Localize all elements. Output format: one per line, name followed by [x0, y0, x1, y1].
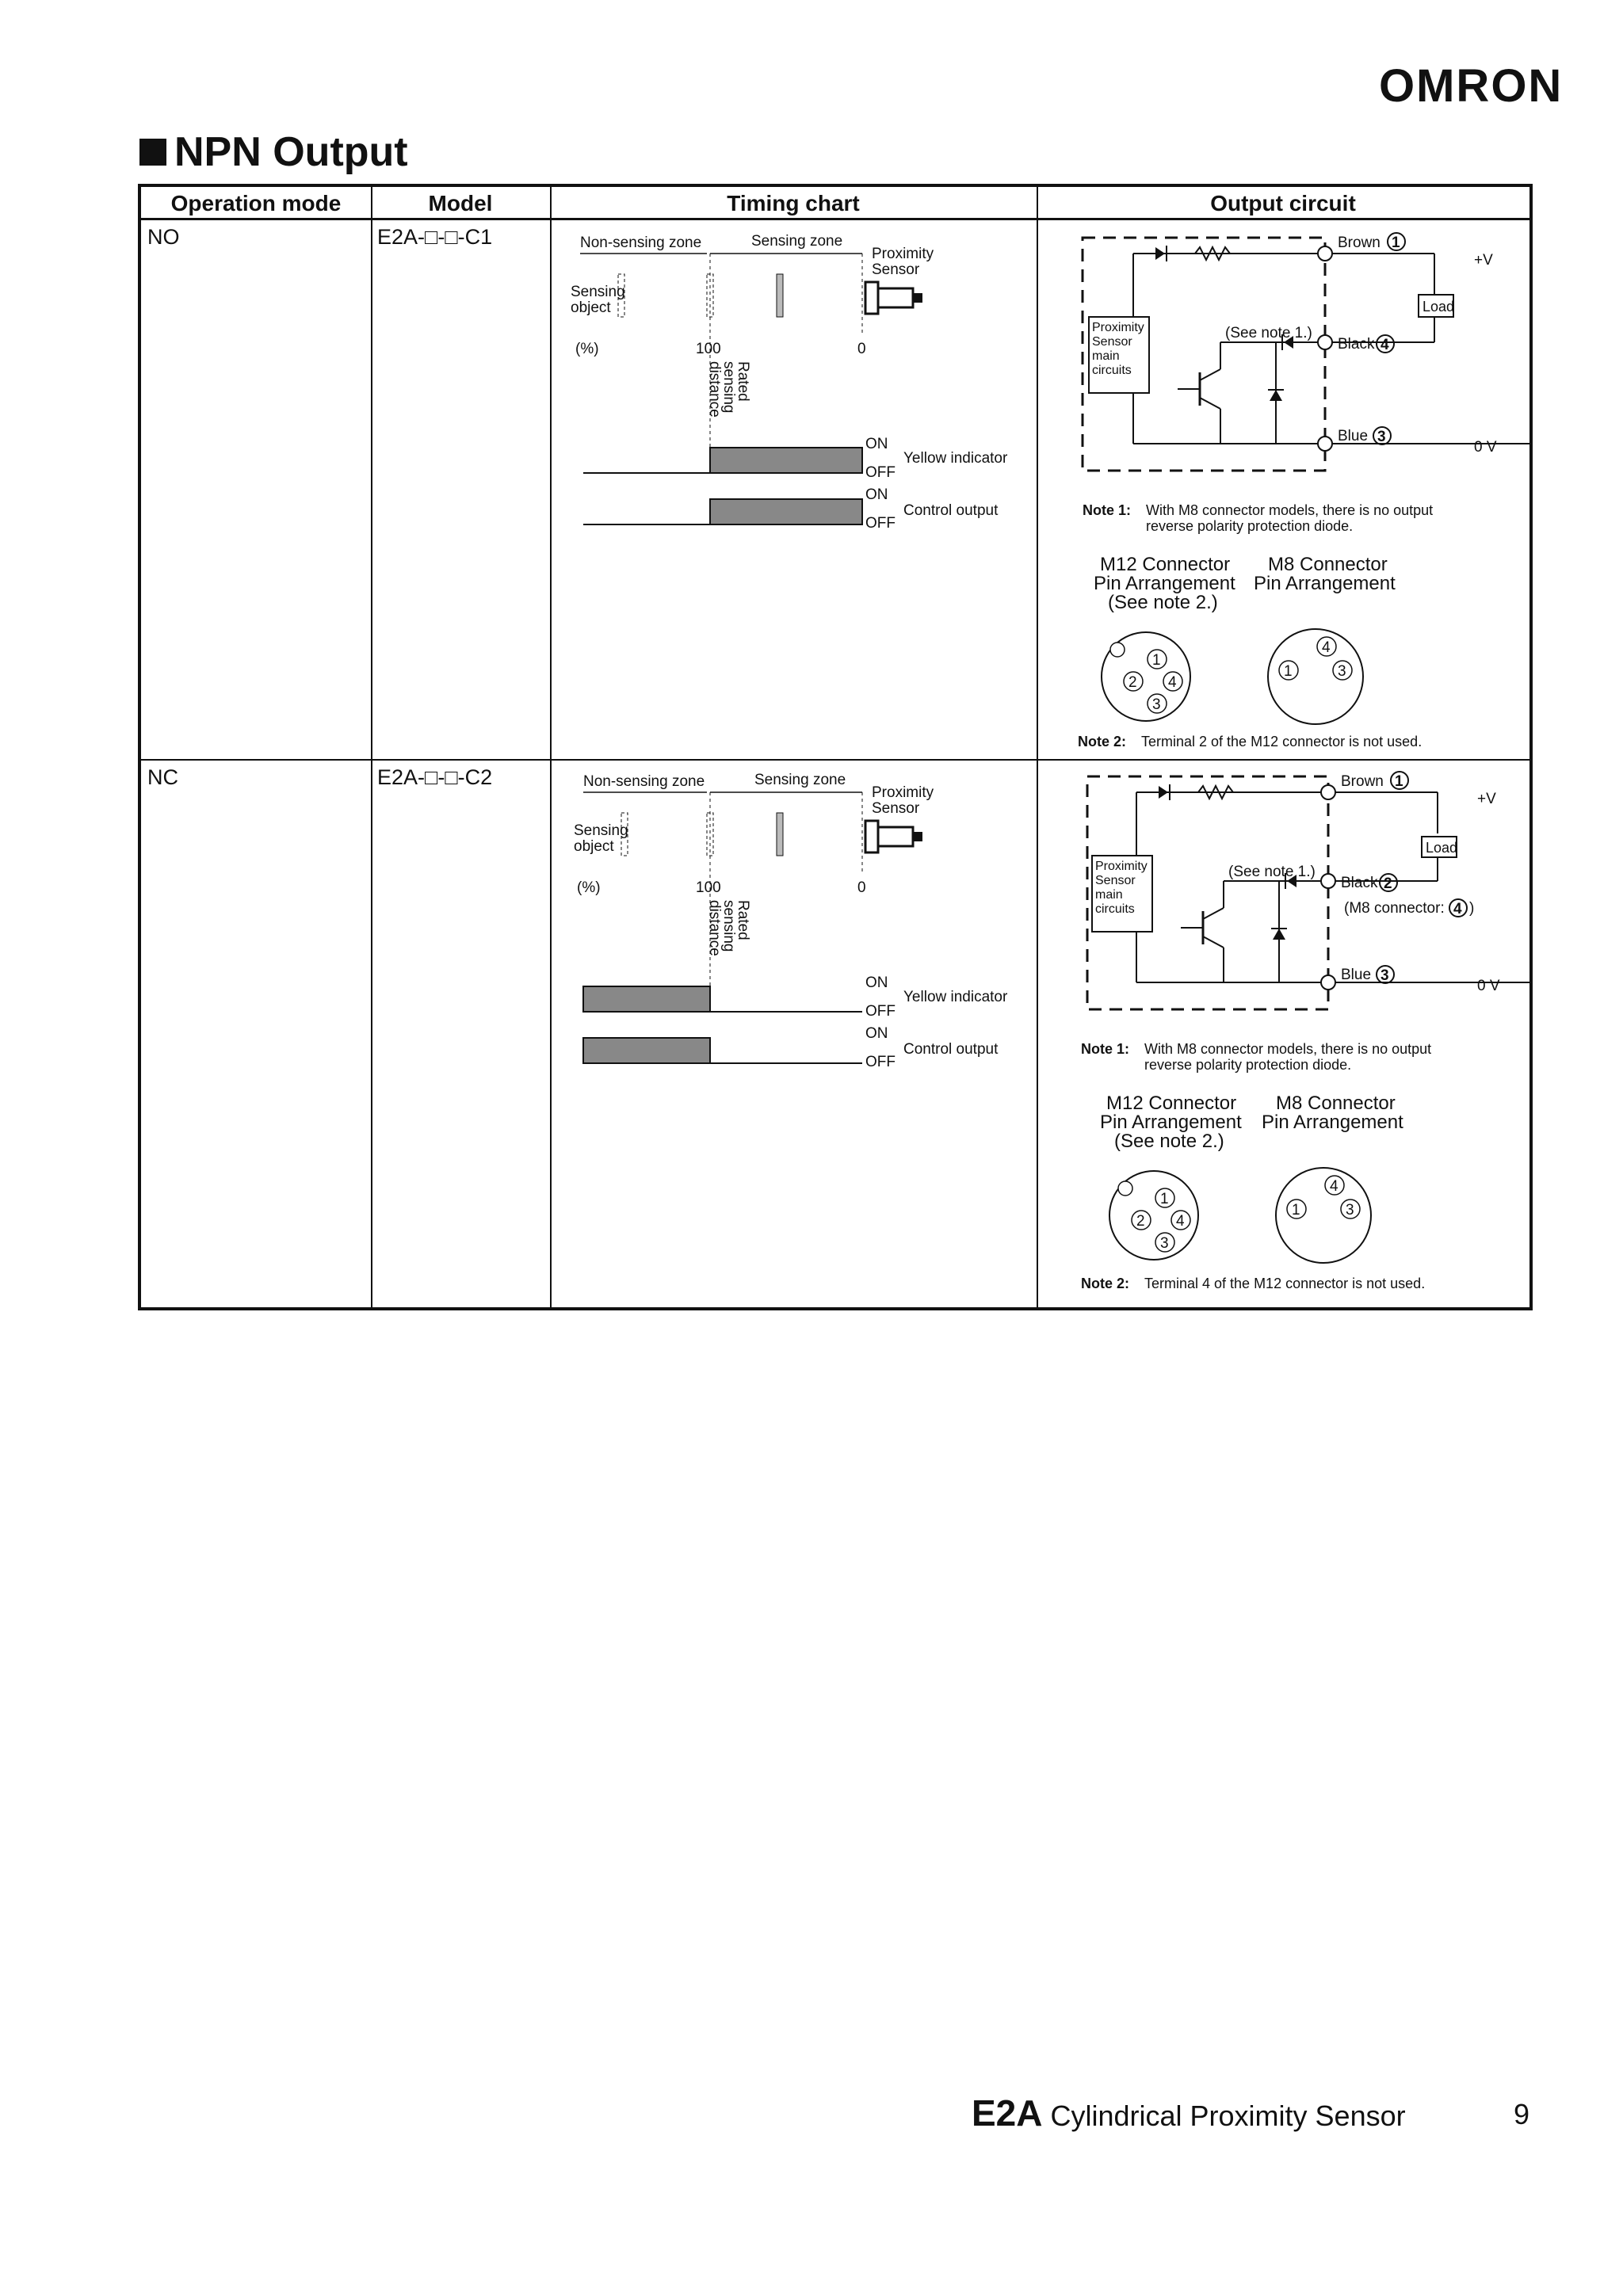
control-output-on-pulse [710, 499, 862, 524]
see-note-label: (See note 1.) [1228, 864, 1316, 880]
value-100-label: 100 [696, 879, 721, 896]
percent-label: (%) [575, 341, 599, 357]
row-no-mode: NO [147, 225, 180, 249]
sensor-label: Sensor [872, 800, 920, 817]
footer-subtitle: Cylindrical Proximity Sensor [1050, 2100, 1406, 2132]
header-output-circuit: Output circuit [1037, 187, 1529, 220]
proximity-sensor-icon [865, 282, 878, 314]
rated-sensing-distance-label [706, 361, 751, 418]
note1-label: Note 1: [1081, 1041, 1130, 1057]
control-output-on-pulse [583, 1038, 710, 1063]
output-circuit-nc [1038, 761, 1529, 1307]
page-number: 9 [1514, 2098, 1530, 2130]
timing-chart-nc [552, 761, 1035, 1307]
svg-text:main: main [1092, 349, 1120, 363]
on-label: ON [865, 486, 888, 503]
svg-text:distance: distance [706, 361, 723, 418]
brown-wire-label: Brown [1338, 235, 1381, 251]
sensor-label: Sensor [872, 261, 920, 278]
output-circuit-no [1038, 222, 1529, 757]
non-sensing-zone-label: Non-sensing zone [583, 773, 705, 790]
svg-text:): ) [1469, 900, 1475, 917]
sensing-zone-label: Sensing zone [751, 233, 843, 250]
object-near-icon [777, 813, 783, 856]
plus-v-label: +V [1474, 252, 1493, 269]
note1-text: With M8 connector models, there is no output [1146, 502, 1434, 518]
svg-text:2: 2 [1128, 674, 1137, 691]
svg-text:Rated: Rated [735, 361, 751, 402]
header-timing-chart: Timing chart [550, 187, 1037, 220]
row-no-model: E2A-□-□-C1 [377, 225, 493, 249]
m8-title-2: Pin Arrangement [1262, 1112, 1403, 1133]
yellow-indicator-label: Yellow indicator [903, 450, 1008, 467]
m8-title: M8 Connector [1268, 554, 1388, 575]
svg-text:distance: distance [706, 900, 723, 956]
svg-text:3: 3 [1377, 429, 1386, 445]
m12-title: M12 Connector [1100, 554, 1231, 575]
svg-text:1: 1 [1152, 652, 1161, 669]
black-wire-label: Black [1338, 336, 1375, 353]
column-divider [371, 187, 372, 1307]
percent-label: (%) [577, 879, 601, 896]
svg-text:Proximity: Proximity [1095, 860, 1148, 873]
m8-connector-note: (M8 connector: [1344, 900, 1445, 917]
see-note-label: (See note 1.) [1225, 325, 1312, 341]
svg-text:Rated: Rated [735, 900, 751, 940]
zero-v-label: 0 V [1474, 439, 1497, 456]
m8-connector-icon [1276, 1168, 1371, 1263]
svg-text:Sensor: Sensor [1095, 874, 1136, 887]
svg-text:4: 4 [1168, 674, 1177, 691]
object-near-icon [777, 274, 783, 317]
sensing-zone-label: Sensing zone [754, 772, 846, 788]
terminal-icon [1321, 785, 1335, 799]
svg-text:4: 4 [1322, 639, 1331, 656]
row-nc-model: E2A-□-□-C2 [377, 765, 493, 789]
row-nc-mode: NC [147, 765, 178, 789]
svg-text:main: main [1095, 888, 1123, 902]
section-title [139, 127, 408, 177]
m12-title: M12 Connector [1106, 1093, 1237, 1114]
on-label: ON [865, 974, 888, 991]
circuit-diagram [1078, 233, 1529, 749]
zener-diode-icon [1273, 929, 1285, 940]
svg-text:1: 1 [1395, 773, 1403, 790]
zero-v-label: 0 V [1477, 978, 1500, 994]
svg-text:circuits: circuits [1092, 364, 1132, 377]
diode-icon [1159, 786, 1168, 799]
note1-text: With M8 connector models, there is no output [1144, 1041, 1432, 1057]
on-label: ON [865, 1025, 888, 1042]
yellow-indicator-on-pulse [583, 986, 710, 1012]
svg-text:3: 3 [1160, 1235, 1169, 1252]
proximity-sensor-icon [865, 821, 878, 852]
note2-text: Terminal 2 of the M12 connector is not used. [1141, 734, 1423, 749]
rated-sensing-distance-label [706, 900, 751, 956]
svg-text:1: 1 [1292, 1202, 1300, 1219]
header-model: Model [371, 187, 550, 220]
plus-v-label: +V [1477, 791, 1496, 807]
section-title-text: NPN Output [174, 129, 408, 175]
control-output-label: Control output [903, 1041, 999, 1058]
terminal-icon [1321, 874, 1335, 888]
non-sensing-zone-label: Non-sensing zone [580, 235, 702, 251]
timing-diagram [574, 772, 1008, 1070]
terminal-icon [1321, 975, 1335, 990]
svg-text:sensing: sensing [720, 361, 737, 414]
svg-text:Sensor: Sensor [1092, 335, 1132, 349]
sensing-object-label: Sensing [574, 822, 628, 839]
terminal-icon [1318, 437, 1332, 451]
value-0-label: 0 [857, 879, 866, 896]
svg-text:3: 3 [1338, 663, 1346, 680]
sensing-object-label: Sensing [571, 284, 625, 300]
svg-text:2: 2 [1384, 875, 1392, 892]
m12-title-2: Pin Arrangement [1094, 573, 1235, 594]
footer-title [972, 2092, 1406, 2134]
value-100-label: 100 [696, 341, 721, 357]
circuit-diagram [1081, 772, 1529, 1291]
note1-text-2: reverse polarity protection diode. [1146, 518, 1354, 534]
load-label: Load [1423, 299, 1455, 315]
m12-title-2: Pin Arrangement [1100, 1112, 1242, 1133]
m8-title: M8 Connector [1276, 1093, 1396, 1114]
proximity-label: Proximity [872, 784, 934, 801]
terminal-icon [1318, 246, 1332, 261]
blue-wire-label: Blue [1338, 428, 1369, 444]
svg-text:sensing: sensing [720, 900, 737, 952]
brown-wire-label: Brown [1341, 773, 1384, 790]
svg-text:circuits: circuits [1095, 902, 1135, 916]
footer-brand: E2A [972, 2092, 1043, 2134]
svg-text:4: 4 [1176, 1213, 1185, 1230]
timing-chart-no [552, 222, 1035, 757]
svg-text:3: 3 [1381, 967, 1389, 984]
svg-text:3: 3 [1152, 696, 1161, 713]
npn-output-table [138, 184, 1533, 1310]
square-bullet-icon [139, 139, 166, 166]
header-operation-mode: Operation mode [141, 187, 371, 220]
off-label: OFF [865, 1003, 896, 1020]
svg-text:4: 4 [1330, 1178, 1338, 1195]
yellow-indicator-on-pulse [710, 448, 862, 473]
sensing-object-label-2: object [574, 838, 614, 855]
load-label: Load [1426, 840, 1458, 856]
value-0-label: 0 [857, 341, 866, 357]
sensing-object-label-2: object [571, 299, 611, 316]
diode-icon [1155, 247, 1165, 260]
zener-diode-icon [1270, 390, 1282, 401]
svg-text:1: 1 [1160, 1191, 1169, 1207]
note2-text: Terminal 4 of the M12 connector is not used. [1144, 1276, 1426, 1291]
svg-text:2: 2 [1136, 1213, 1145, 1230]
proximity-label: Proximity [872, 246, 934, 262]
m12-title-3: (See note 2.) [1108, 592, 1218, 613]
m8-connector-icon [1268, 629, 1363, 724]
m12-connector-icon [1109, 1171, 1198, 1260]
note2-label: Note 2: [1081, 1276, 1130, 1291]
timing-diagram [571, 233, 1008, 532]
svg-text:3: 3 [1346, 1202, 1354, 1219]
svg-text:1: 1 [1284, 663, 1293, 680]
off-label: OFF [865, 464, 896, 481]
m8-title-2: Pin Arrangement [1254, 573, 1396, 594]
control-output-label: Control output [903, 502, 999, 519]
black-wire-label: Black [1341, 875, 1378, 891]
yellow-indicator-label: Yellow indicator [903, 989, 1008, 1005]
svg-text:1: 1 [1392, 235, 1400, 251]
blue-wire-label: Blue [1341, 967, 1372, 983]
note1-text-2: reverse polarity protection diode. [1144, 1057, 1352, 1073]
note2-label: Note 2: [1078, 734, 1127, 749]
omron-logo: OMRON [1379, 60, 1564, 112]
svg-text:4: 4 [1381, 337, 1389, 353]
terminal-icon [1318, 335, 1332, 349]
off-label: OFF [865, 1054, 896, 1070]
m12-connector-icon [1102, 632, 1190, 721]
off-label: OFF [865, 515, 896, 532]
note1-label: Note 1: [1083, 502, 1132, 518]
on-label: ON [865, 436, 888, 452]
m12-title-3: (See note 2.) [1114, 1131, 1224, 1152]
svg-text:Proximity: Proximity [1092, 321, 1144, 334]
svg-text:4: 4 [1453, 901, 1462, 917]
